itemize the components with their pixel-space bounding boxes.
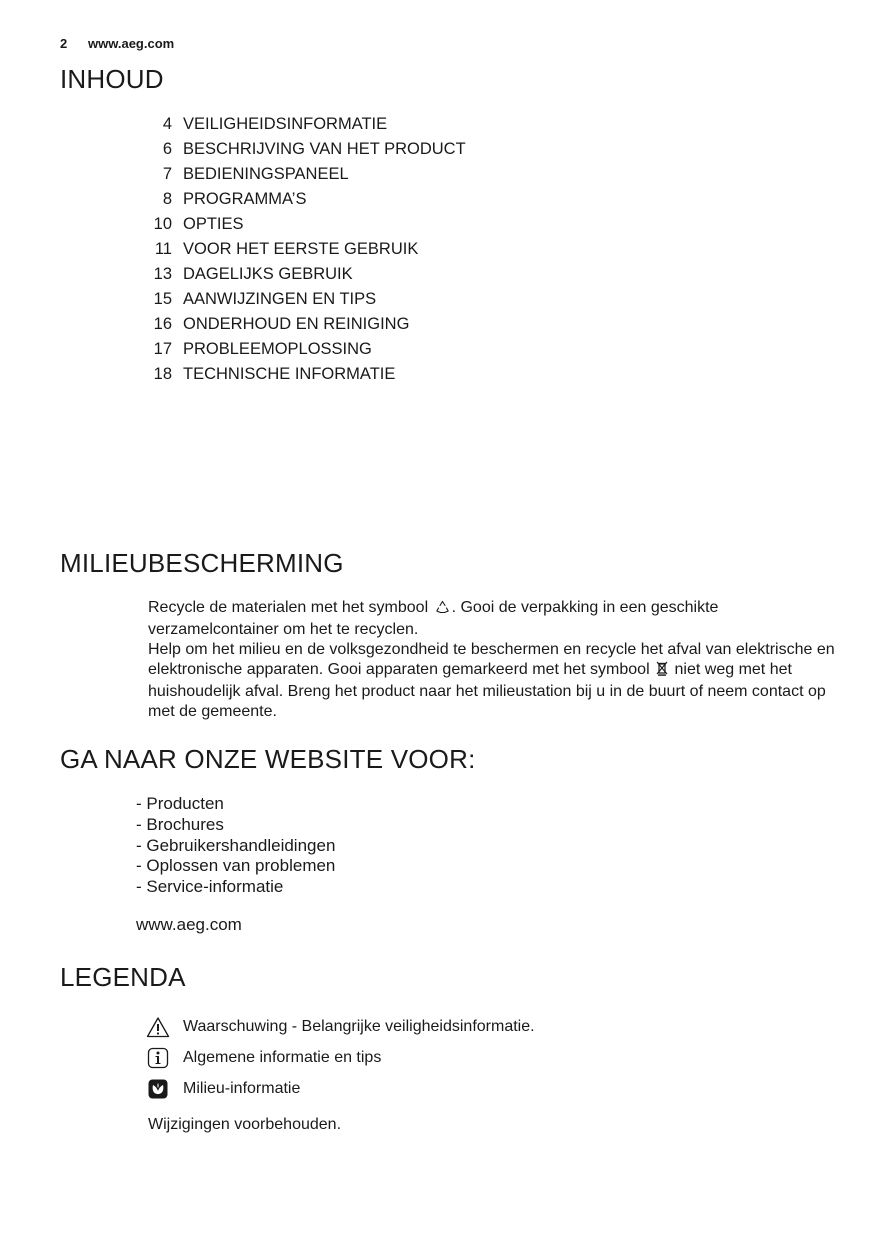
header-site-link[interactable]: www.aeg.com [88,36,175,51]
toc-page-number: 15 [153,290,172,308]
toc-item[interactable] [140,112,466,137]
toc-item[interactable] [140,337,466,362]
toc-page-number: 13 [153,265,172,283]
recycle-icon [435,600,450,620]
toc-item[interactable] [140,187,466,212]
toc-page-number: 16 [153,315,172,333]
toc-page-number: 8 [162,190,172,208]
toc-label: DAGELIJKS GEBRUIK [183,265,353,283]
toc-label: AANWIJZINGEN EN TIPS [183,290,377,308]
environment-heading: MILIEUBESCHERMING [60,548,344,578]
environment-text-4: niet weg met het huishoudelijk afval. Breng het product naar het milieustation bij u in de buurt of neem contact op met de gemeente. [148,661,826,720]
toc-page-number: 7 [162,165,172,183]
toc-page-number: 17 [153,340,172,358]
toc-label: TECHNISCHE INFORMATIE [183,365,396,383]
environment-text-3: Help om het milieu en de volksgezondheid te beschermen en recycle het afval van elektrische en elektronische apparaten. Gooi apparaten gemarkeerd met het symbool [148,641,835,678]
environment-icon [146,1078,170,1100]
toc-label: OPTIES [183,215,244,233]
toc-label: BEDIENINGSPANEEL [183,165,349,183]
legend-heading: LEGENDA [60,962,186,992]
environment-paragraph [148,598,838,722]
website-list [136,794,335,898]
toc-label: BESCHRIJVING VAN HET PRODUCT [183,140,466,158]
list-item: - Gebruikershandleidingen [136,835,336,855]
toc-label: VEILIGHEIDSINFORMATIE [183,115,388,133]
toc-page-number: 18 [153,365,172,383]
list-item: - Producten [136,794,224,813]
website-heading: GA NAAR ONZE WEBSITE VOOR: [60,744,476,774]
toc-page-number: 10 [153,215,172,233]
info-icon [146,1047,170,1069]
toc-item[interactable] [140,212,466,237]
page-number: 2 [60,36,68,51]
legend-label: Milieu-informatie [183,1079,301,1097]
list-item: - Oplossen van problemen [136,856,336,876]
toc-page-number: 4 [162,115,172,133]
legend-item [146,1073,535,1104]
legend-item [146,1042,535,1073]
website-url-link[interactable]: www.aeg.com [136,915,242,934]
list-item: - Brochures [136,814,224,834]
toc-item[interactable] [140,287,466,312]
toc-item[interactable] [140,237,466,262]
toc-item[interactable] [140,262,466,287]
changes-note: Wijzigingen voorbehouden. [148,1116,342,1133]
toc-page-number: 6 [162,140,172,158]
legend-label: Algemene informatie en tips [183,1048,382,1066]
legend-list [146,1011,535,1104]
toc-page-number: 11 [154,240,172,258]
toc-label: ONDERHOUD EN REINIGING [183,315,410,333]
contents-heading: INHOUD [60,64,164,94]
toc-item[interactable] [140,312,466,337]
crossed-bin-icon [656,661,668,682]
toc-item[interactable] [140,362,466,387]
environment-text-2: . Gooi de verpakking in een geschikte verzamelcontainer om het te recyclen. [148,599,719,638]
toc-item[interactable] [140,137,466,162]
toc-label: PROBLEEMOPLOSSING [183,340,372,358]
environment-text-1: Recycle de materialen met het symbool [148,599,429,616]
table-of-contents [140,112,466,387]
warning-icon [146,1016,170,1038]
toc-label: PROGRAMMA’S [183,190,307,208]
legend-item [146,1011,535,1042]
toc-label: VOOR HET EERSTE GEBRUIK [183,240,419,258]
toc-item[interactable] [140,162,466,187]
page-header [60,36,174,51]
legend-label: Waarschuwing - Belangrijke veiligheidsinformatie. [183,1017,535,1035]
list-item: - Service-informatie [136,877,284,897]
